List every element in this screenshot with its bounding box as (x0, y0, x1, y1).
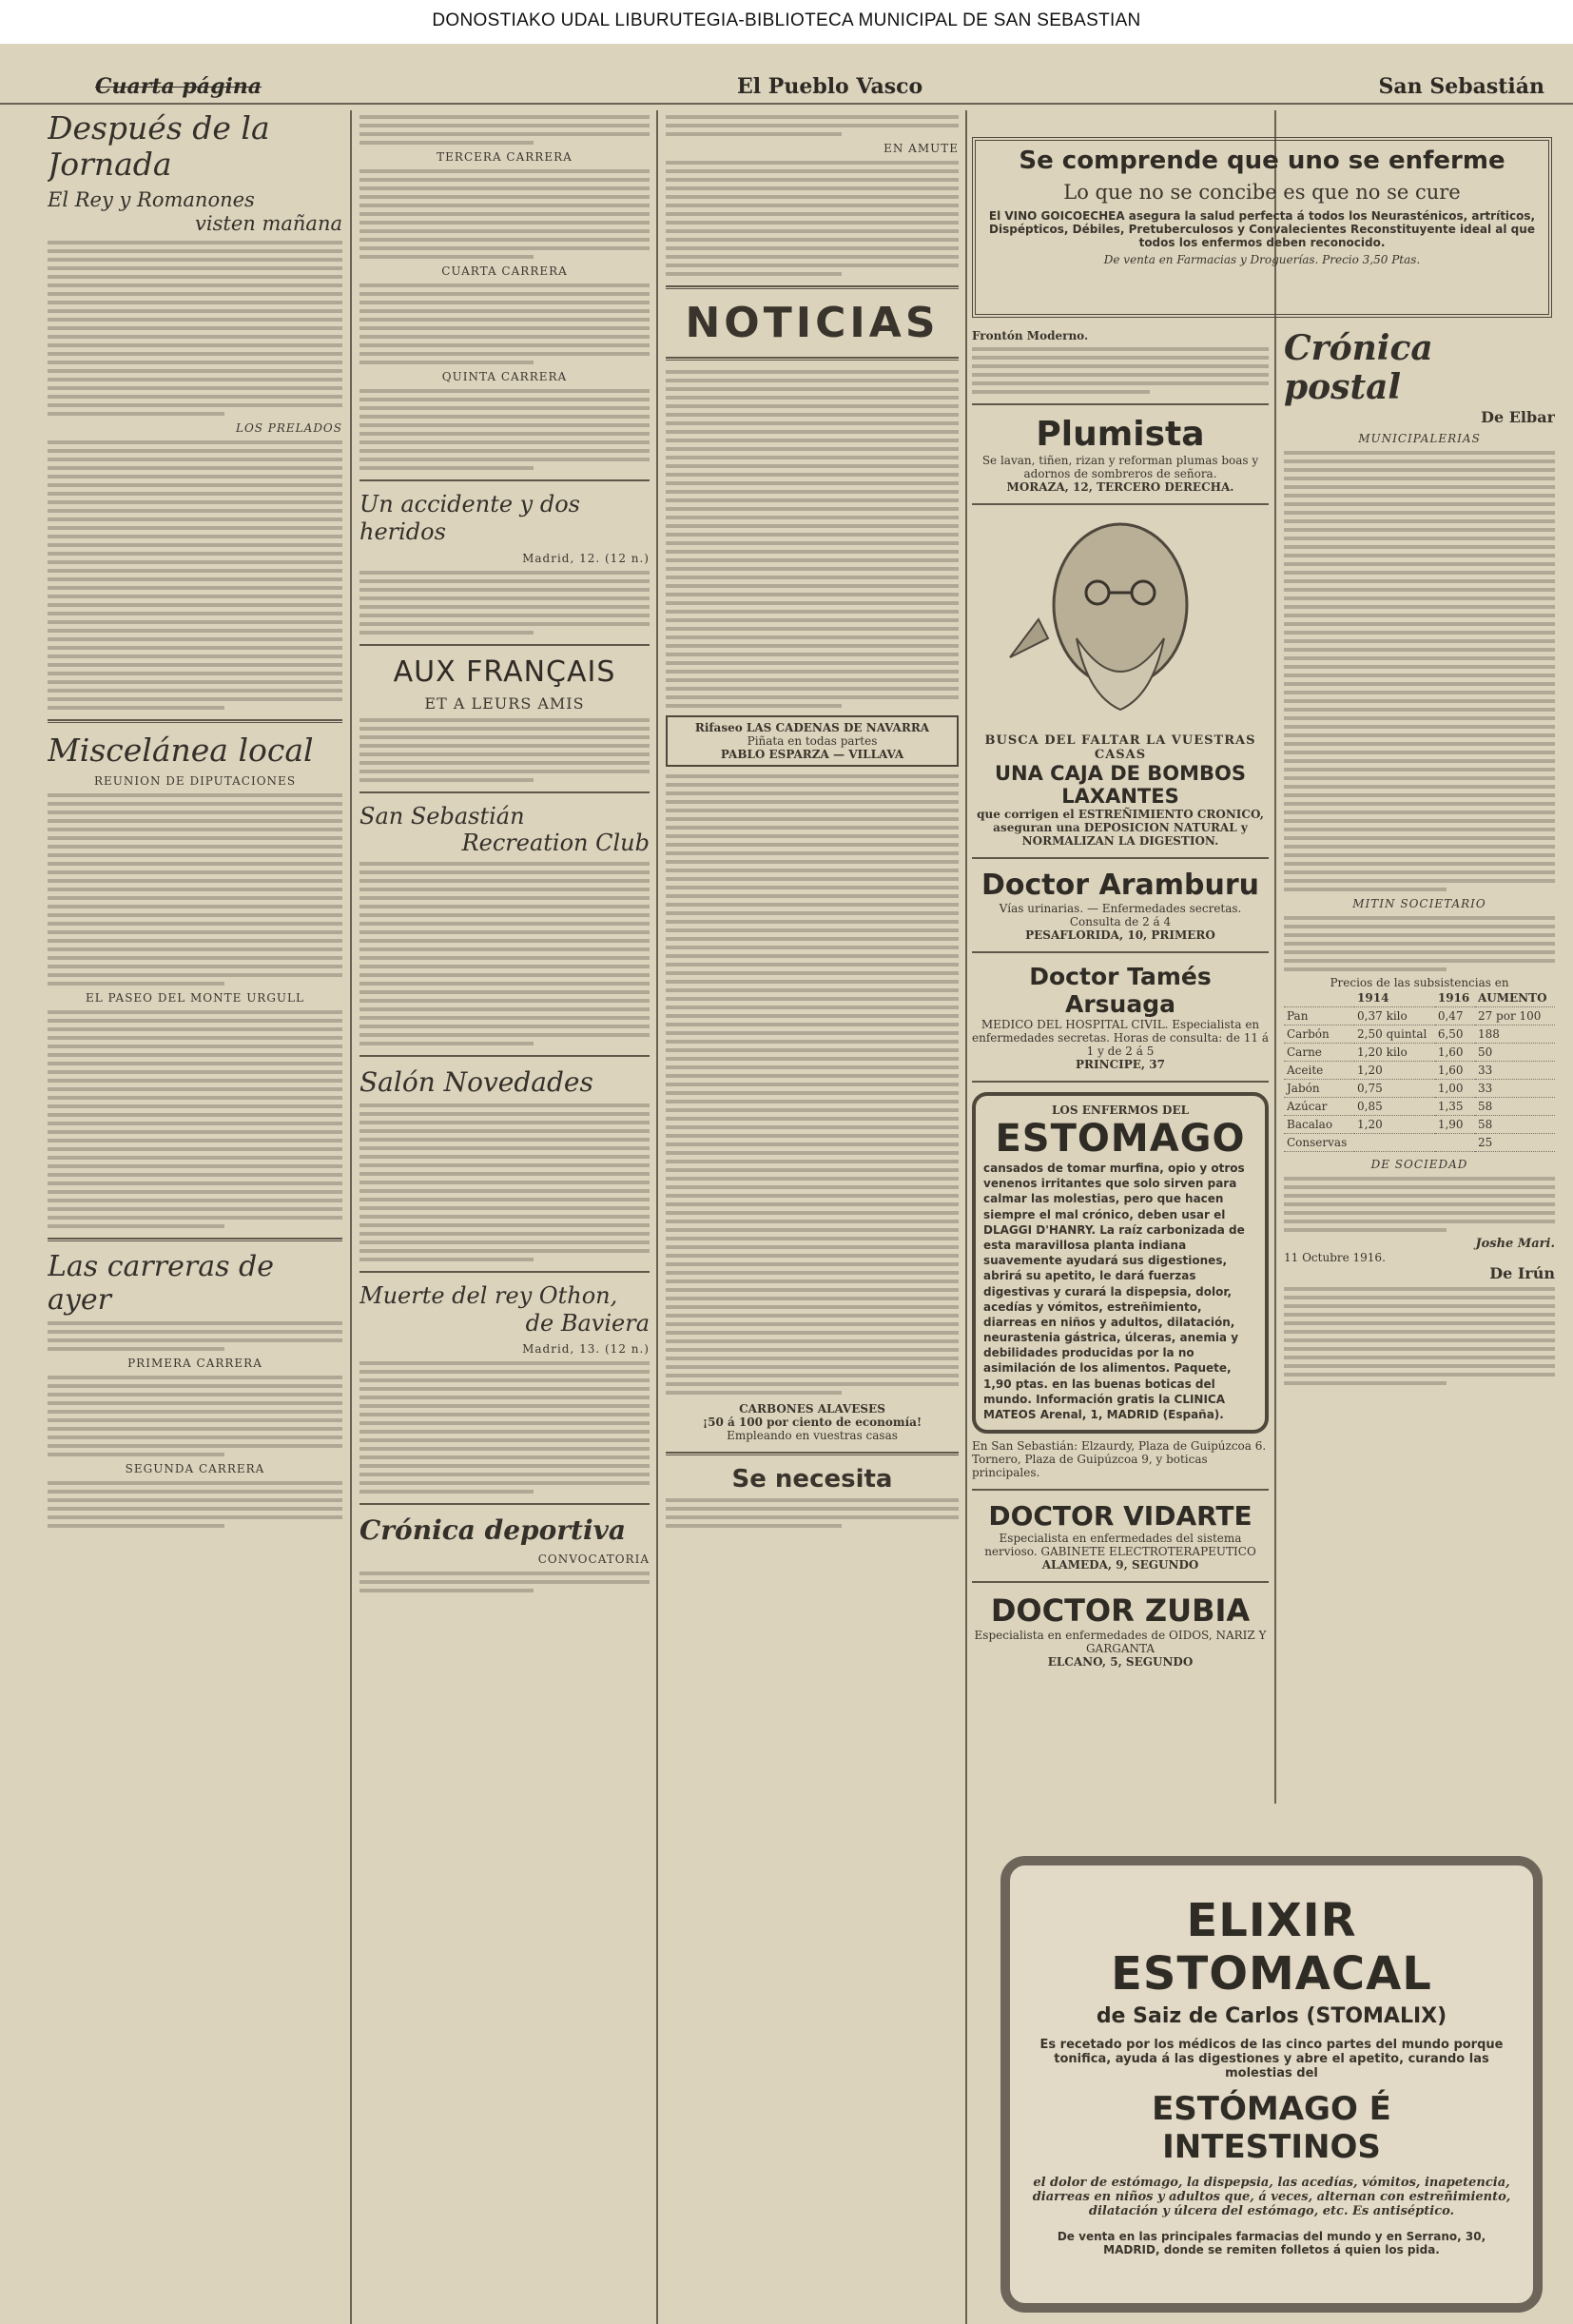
signature: Joshe Mari. (1475, 1236, 1555, 1251)
section-label: CONVOCATORIA (537, 1552, 650, 1566)
section-label: CUARTA CARRERA (441, 264, 568, 278)
headline: Un accidente y dos heridos (359, 491, 580, 545)
advertisement (666, 715, 959, 767)
ad-footer: De venta en las principales farmacias del mundo y en Serrano, 30, MADRID, donde se remiten folletos á quien los pida. (1057, 2230, 1486, 2256)
article-body (1284, 916, 1555, 971)
ad-subtitle: Lo que no se concibe es que no se cure (1063, 181, 1461, 204)
city-name: San Sebastián (1378, 74, 1544, 99)
table-cell: Aceite (1284, 1061, 1354, 1079)
article-body (666, 1498, 959, 1528)
ad-text: que corrigen el ESTREÑIMIENTO CRONICO, aseguran una DEPOSICION NATURAL y NORMALIZAN LA DIGESTION. (977, 808, 1264, 848)
dateline: Madrid, 13. (12 n.) (522, 1342, 650, 1357)
section-label: QUINTA CARRERA (441, 370, 568, 383)
article-body (359, 571, 650, 635)
article-body (359, 1572, 650, 1592)
ad-text: Especialista en enfermedades de OIDOS, NARIZ Y GARGANTA (974, 1629, 1267, 1656)
column-5 (1284, 329, 1555, 1842)
ad-text: el dolor de estómago, la dispepsia, las acedías, vómitos, inapetencia, diarreas en niños y adultos que, á veces, alternan con estreñimiento, dilatación y úlcera del estómago, etc. Es antiséptico. (1032, 2176, 1511, 2218)
table-cell: 1,00 (1435, 1079, 1475, 1097)
headline: Miscelánea local (48, 732, 314, 770)
section-label: TERCERA CARRERA (437, 150, 573, 164)
ad-text: MEDICO DEL HOSPITAL CIVIL. Especialista en enfermedades secretas. Horas de consulta: de 11 á 1 y de 2 á 5 (972, 1018, 1269, 1058)
table-cell: 2,50 quintal (1354, 1025, 1435, 1043)
article-body (1284, 1287, 1555, 1385)
article-body (359, 115, 650, 145)
article-body (48, 1376, 342, 1456)
dateline: 11 Octubre 1916. (1284, 1250, 1386, 1264)
article-body (48, 440, 342, 710)
subheadline: de Baviera (525, 1309, 650, 1337)
headline: Crónica postal (1284, 329, 1433, 408)
dateline: Madrid, 12. (12 n.) (522, 551, 650, 565)
advertisement (666, 1402, 959, 1442)
table-cell: 1,20 (1354, 1115, 1435, 1133)
table-cell: 1,90 (1435, 1115, 1475, 1133)
table-cell: Jabón (1284, 1079, 1354, 1097)
table-cell: 0,75 (1354, 1079, 1435, 1097)
section-label: LOS PRELADOS (235, 421, 342, 436)
column-rule (656, 110, 658, 2324)
table-cell: 58 (1475, 1115, 1555, 1133)
section-label: SEGUNDA CARRERA (125, 1462, 265, 1476)
ad-title: Se comprende que uno se enferme (1019, 146, 1505, 175)
article-body (48, 241, 342, 416)
headline: Después de la Jornada (48, 110, 270, 183)
table-cell: Pan (1284, 1006, 1354, 1025)
article-body (359, 1103, 650, 1261)
advertisement-vino (972, 137, 1552, 318)
headline: Salón Novedades (359, 1066, 593, 1099)
table-cell: 0,85 (1354, 1097, 1435, 1115)
table-cell: 25 (1475, 1133, 1555, 1151)
table-cell: Azúcar (1284, 1097, 1354, 1115)
ad-address: PESAFLORIDA, 10, PRIMERO (1025, 928, 1215, 942)
library-banner (0, 0, 1573, 42)
section-label: EN AMUTE (884, 142, 959, 155)
article-body (359, 718, 650, 782)
ad-text: Vías urinarias. — Enfermedades secretas. Consulta de 2 á 4 (999, 902, 1242, 928)
prices-table (1284, 989, 1555, 1152)
ad-illustration (972, 515, 1269, 733)
ad-price: De venta en Farmacias y Droguerías. Precio 3,50 Ptas. (1103, 253, 1421, 266)
masthead (0, 44, 1573, 105)
table-cell: 1,60 (1435, 1061, 1475, 1079)
headline: Las carreras de ayer (48, 1250, 274, 1317)
article-body (359, 389, 650, 470)
table-row (1284, 1025, 1555, 1043)
table-row (1284, 1006, 1555, 1025)
subheadline: visten mañana (195, 212, 342, 236)
table-cell: 6,50 (1435, 1025, 1475, 1043)
table-cell: 1,35 (1435, 1097, 1475, 1115)
table-cell: 33 (1475, 1079, 1555, 1097)
ad-subtitle: de Saiz de Carlos (STOMALIX) (1096, 2004, 1447, 2028)
article-body (48, 1321, 342, 1351)
advertisement-elixir (1000, 1856, 1543, 2313)
page-number: Cuarta página (95, 74, 262, 99)
ad-title: INTESTINOS (1162, 2128, 1381, 2166)
subheadline: El Rey y Romanones (48, 187, 255, 211)
ad-address: ELCANO, 5, SEGUNDO (1047, 1655, 1194, 1670)
table-row (1284, 1061, 1555, 1079)
table-row (1284, 1133, 1555, 1151)
ad-title: ESTÓMAGO É (1152, 2090, 1391, 2128)
article-body (666, 161, 959, 276)
table-cell: 0,37 kilo (1354, 1006, 1435, 1025)
table-cell: 188 (1475, 1025, 1555, 1043)
headline: San Sebastián (359, 802, 525, 830)
ad-title: CARBONES ALAVESES (739, 1402, 885, 1416)
article-body (972, 347, 1269, 394)
ad-address: PRINCIPE, 37 (1076, 1058, 1165, 1071)
column-2 (359, 110, 650, 2317)
ad-title: DOCTOR VIDARTE (988, 1500, 1253, 1533)
ad-text: En San Sebastián: Elzaurdy, Plaza de Guipúzcoa 6. Tornero, Plaza de Guipúzcoa 9, y boticas principales. (972, 1439, 1267, 1480)
column-rule (965, 110, 967, 2324)
headline: AUX FRANÇAIS (393, 654, 616, 689)
table-cell: 58 (1475, 1097, 1555, 1115)
column-3 (666, 110, 959, 2317)
ad-title: ESTOMAGO (995, 1117, 1246, 1161)
newspaper-page (0, 44, 1573, 2324)
ad-text: Es recetado por los médicos de las cinco partes del mundo porque tonifica, ayuda á las digestiones y abre el apetito, curando las molestias del (1039, 2038, 1504, 2080)
column-header: 1916 (1435, 989, 1475, 1007)
table-row (1284, 1043, 1555, 1061)
section-label: MITIN SOCIETARIO (1352, 896, 1486, 910)
ad-address: ALAMEDA, 9, SEGUNDO (1041, 1558, 1199, 1572)
ad-text: El VINO GOICOECHEA asegura la salud perfecta á todos los Neurasténicos, artríticos, Dispépticos, Débiles, Pretuberculosos y Convalecientes Reconstituyente ideal al que todos los enfermos deben reconocido. (988, 209, 1536, 249)
ad-text: ¡50 á 100 por ciento de economía! (702, 1416, 922, 1429)
table-row (1284, 1079, 1555, 1097)
ad-title: DOCTOR ZUBIA (990, 1592, 1251, 1630)
headline: Crónica deportiva (359, 1514, 627, 1547)
ad-text: Se lavan, tiñen, rizan y reforman plumas boas y adornos de sombreros de señora. (981, 454, 1259, 480)
ad-title: UNA CAJA DE BOMBOS LAXANTES (994, 762, 1247, 808)
table-cell: 1,20 (1354, 1061, 1435, 1079)
article-body (359, 283, 650, 364)
table-header-row (1284, 989, 1555, 1007)
section-label: EL PASEO DEL MONTE URGULL (86, 991, 304, 1006)
correspondent: De Elbar (1481, 407, 1555, 426)
column-rule (1274, 110, 1276, 1804)
advertisement-estomago (972, 1092, 1269, 1434)
article-body (359, 1361, 650, 1494)
table-cell: 1,20 kilo (1354, 1043, 1435, 1061)
column-4 (972, 329, 1269, 1842)
correspondent: De Irún (1489, 1263, 1555, 1282)
subheadline: Recreation Club (461, 830, 650, 857)
ad-title: Rifaseo LAS CADENAS DE NAVARRA (694, 721, 930, 734)
column-header: 1914 (1354, 989, 1435, 1007)
ad-title: ELIXIR ESTOMACAL (1111, 1894, 1432, 2001)
section-label: PRIMERA CARRERA (127, 1357, 262, 1371)
subheadline: ET A LEURS AMIS (424, 693, 585, 713)
article-lead: Frontón Moderno. (972, 329, 1089, 342)
article-body (359, 862, 650, 1045)
table-cell: 50 (1475, 1043, 1555, 1061)
table-cell: 0,47 (1435, 1006, 1475, 1025)
ad-text: Especialista en enfermedades del sistema nervioso. GABINETE ELECTROTERAPEUTICO (984, 1532, 1256, 1559)
ad-address: MORAZA, 12, TERCERO DERECHA. (1006, 480, 1234, 494)
ad-text: Piñata en todas partes (747, 734, 878, 748)
library-banner-text: DONOSTIAKO UDAL LIBURUTEGIA-BIBLIOTECA MUNICIPAL DE SAN SEBASTIAN (432, 10, 1141, 30)
section-label: DE SOCIEDAD (1370, 1157, 1468, 1171)
ad-text: Empleando en vuestras casas (727, 1429, 898, 1442)
article-body (48, 1010, 342, 1228)
article-body (1284, 451, 1555, 891)
column-header: AUMENTO (1475, 989, 1555, 1007)
headline: NOTICIAS (685, 299, 940, 347)
column-rule (350, 110, 352, 2324)
table-cell: Carne (1284, 1043, 1354, 1061)
article-body (666, 115, 959, 136)
old-man-portrait-icon (972, 515, 1269, 733)
ad-text: cansados de tomar murfina, opio y otros venenos irritantes que solo sirven para calmar las molestias, pero que hacen siempre el mal crónico, deben usar el DLAGGI D'HANRY. La raíz carbonizada de esta maravillosa planta indiana suavemente ayudará sus digestiones, abrirá su apetito, le dará fuerzas digestivas y curará la dispepsia, dolor, acedías y vómitos, estreñimiento, diarreas en niños y adultos, dilatación, neurastenia gástrica, úlceras, anemia y debilidades producidas por la no asimilación de los alimentos. Paquete, 1,90 ptas. en las buenas boticas del mundo. Información gratis la CLINICA MATEOS Arenal, 1, MADRID (España). (983, 1162, 1245, 1421)
table-cell (1435, 1133, 1475, 1151)
ad-text: BUSCA DEL FALTAR LA VUESTRAS CASAS (984, 733, 1256, 762)
article-body (666, 774, 959, 1395)
table-cell: 1,60 (1435, 1043, 1475, 1061)
article-body (48, 1481, 342, 1528)
article-body (1284, 1177, 1555, 1232)
headline: Se necesita (731, 1465, 893, 1494)
ad-text: PABLO ESPARZA — VILLAVA (720, 748, 904, 761)
table-row (1284, 1097, 1555, 1115)
article-body (359, 169, 650, 259)
table-cell: 27 por 100 (1475, 1006, 1555, 1025)
column-1 (48, 110, 342, 2317)
headline: Muerte del rey Othon, (359, 1281, 618, 1309)
table-cell: 33 (1475, 1061, 1555, 1079)
section-label: MUNICIPALERIAS (1358, 431, 1481, 445)
article-body (48, 793, 342, 986)
ad-text: LOS ENFERMOS DEL (1051, 1103, 1190, 1117)
ad-title: Doctor Aramburu (981, 869, 1259, 902)
table-caption: Precios de las subsistencias en (1330, 975, 1509, 989)
table-row (1284, 1115, 1555, 1133)
article-body (666, 370, 959, 708)
ad-title: Doctor Tamés Arsuaga (1029, 963, 1212, 1018)
ad-title: Plumista (1036, 415, 1205, 454)
table-cell (1354, 1133, 1435, 1151)
section-label: REUNION DE DIPUTACIONES (93, 774, 297, 789)
table-cell: Bacalao (1284, 1115, 1354, 1133)
newspaper-title: El Pueblo Vasco (737, 74, 923, 99)
table-cell: Carbón (1284, 1025, 1354, 1043)
table-cell: Conservas (1284, 1133, 1354, 1151)
